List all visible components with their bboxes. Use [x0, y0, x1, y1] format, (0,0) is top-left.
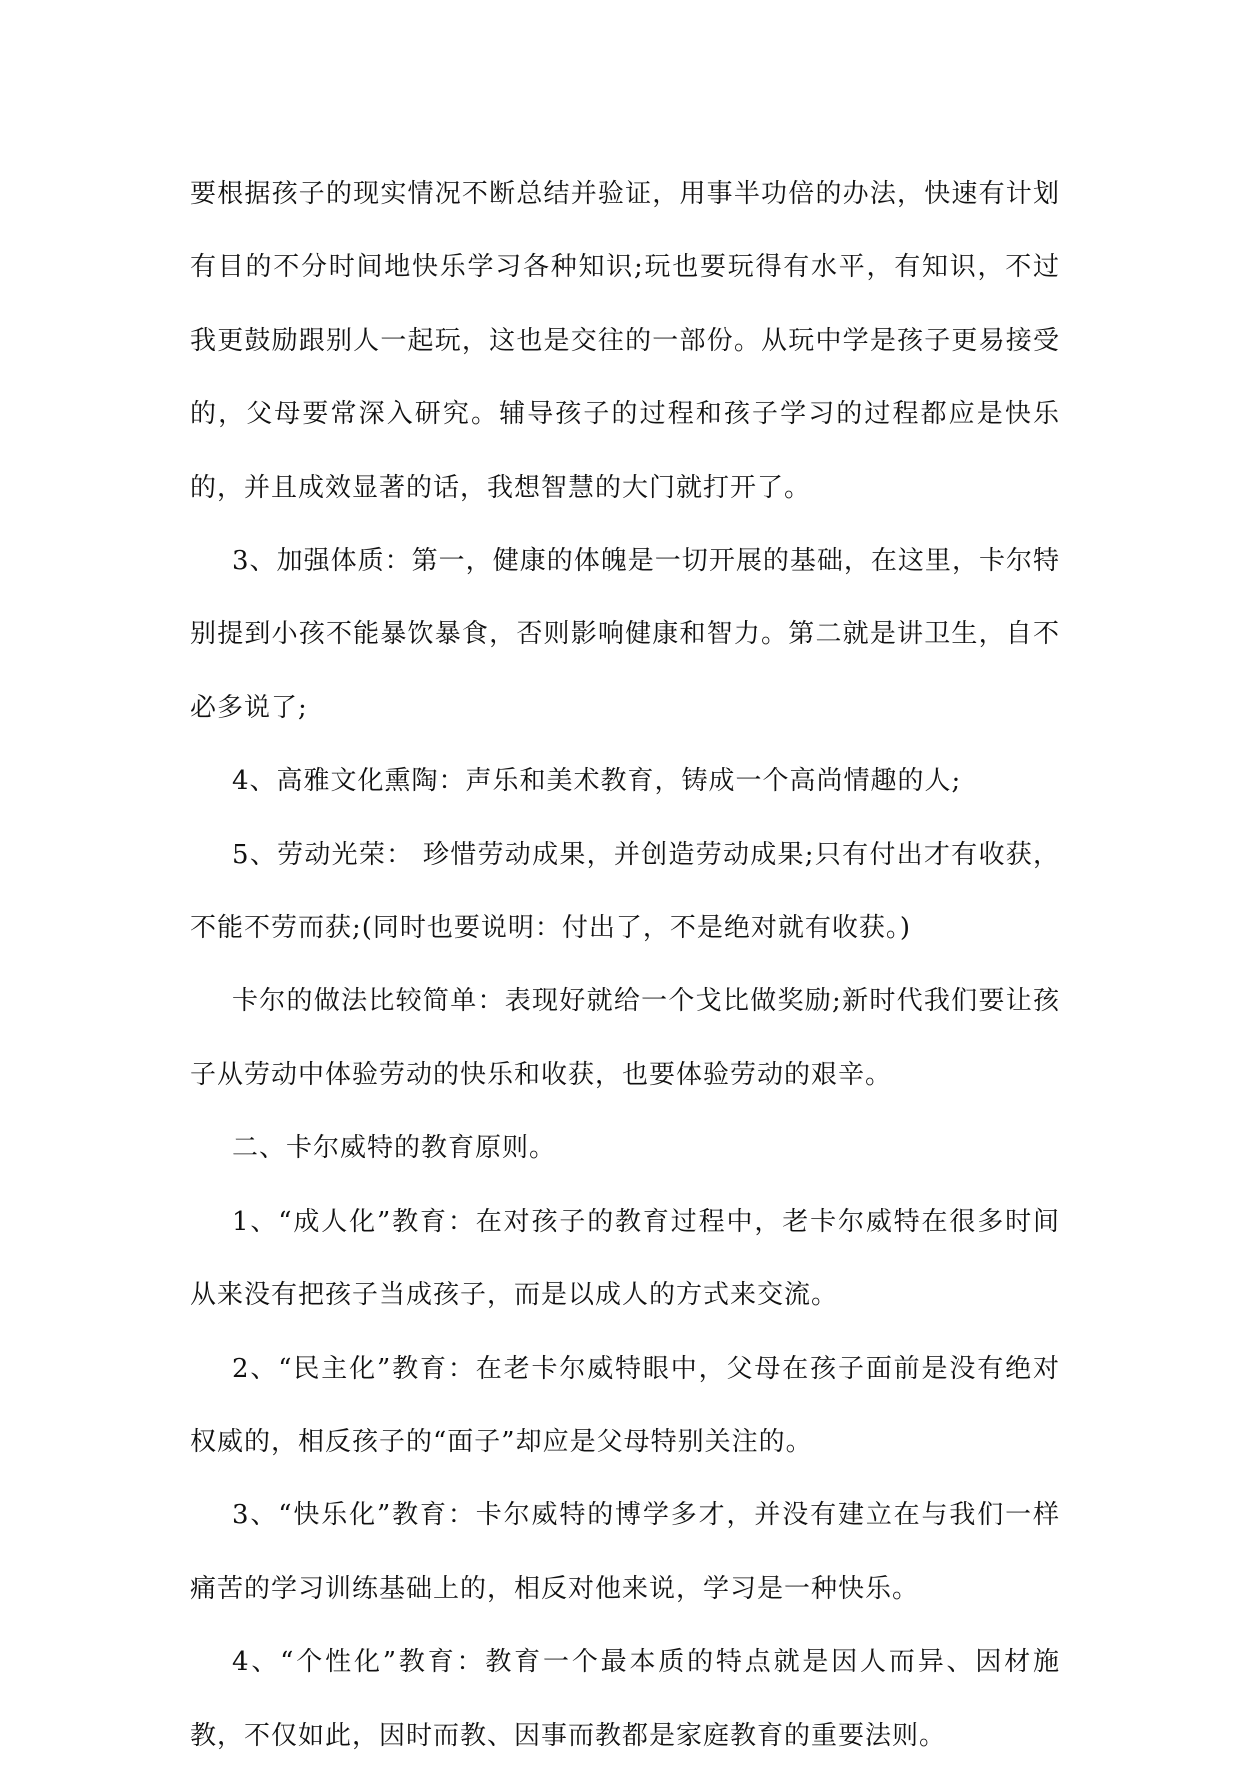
paragraph-2: 3、加强体质：第一，健康的体魄是一切开展的基础，在这里，卡尔特别提到小孩不能暴饮暴食，否则影响健康和智力。第二就是讲卫生，自不必多说了;: [190, 546, 1060, 723]
paragraph-3: 4、高雅文化熏陶：声乐和美术教育，铸成一个高尚情趣的人;: [232, 766, 962, 797]
paragraph-9: 3、“快乐化”教育：卡尔威特的博学多才，并没有建立在与我们一样痛苦的学习训练基础上的，相反对他来说，学习是一种快乐。: [190, 1500, 1060, 1604]
paragraph-10: 4、“个性化”教育：教育一个最本质的特点就是因人而异、因材施教，不仅如此，因时而教、因事而教都是家庭教育的重要法则。: [190, 1647, 1060, 1751]
section-heading-principles: 二、卡尔威特的教育原则。: [232, 1133, 557, 1164]
paragraph-4: 5、劳动光荣： 珍惜劳动成果，并创造劳动成果;只有付出才有收获，不能不劳而获;(同时也要说明：付出了，不是绝对就有收获。): [190, 839, 1060, 944]
paragraph-8: 2、“民主化”教育：在老卡尔威特眼中，父母在孩子面前是没有绝对权威的，相反孩子的“面子”却应是父母特别关注的。: [190, 1353, 1060, 1457]
document-body: [190, 158, 1060, 1773]
paragraph-1: 要根据孩子的现实情况不断总结并验证，用事半功倍的办法，快速有计划有目的不分时间地快乐学习各种知识;玩也要玩得有水平，有知识，不过我更鼓励跟别人一起玩，这也是交往的一部份。从玩中学是孩子更易接受的，父母要常深入研究。辅导孩子的过程和孩子学习的过程都应是快乐的，并且成效显著的话，我想智慧的大门就打开了。: [190, 179, 1060, 503]
paragraph-7: 1、“成人化”教育：在对孩子的教育过程中，老卡尔威特在很多时间从来没有把孩子当成孩子，而是以成人的方式来交流。: [190, 1206, 1060, 1311]
paragraph-5: 卡尔的做法比较简单：表现好就给一个戈比做奖励;新时代我们要让孩子从劳动中体验劳动的快乐和收获，也要体验劳动的艰辛。: [190, 986, 1060, 1090]
